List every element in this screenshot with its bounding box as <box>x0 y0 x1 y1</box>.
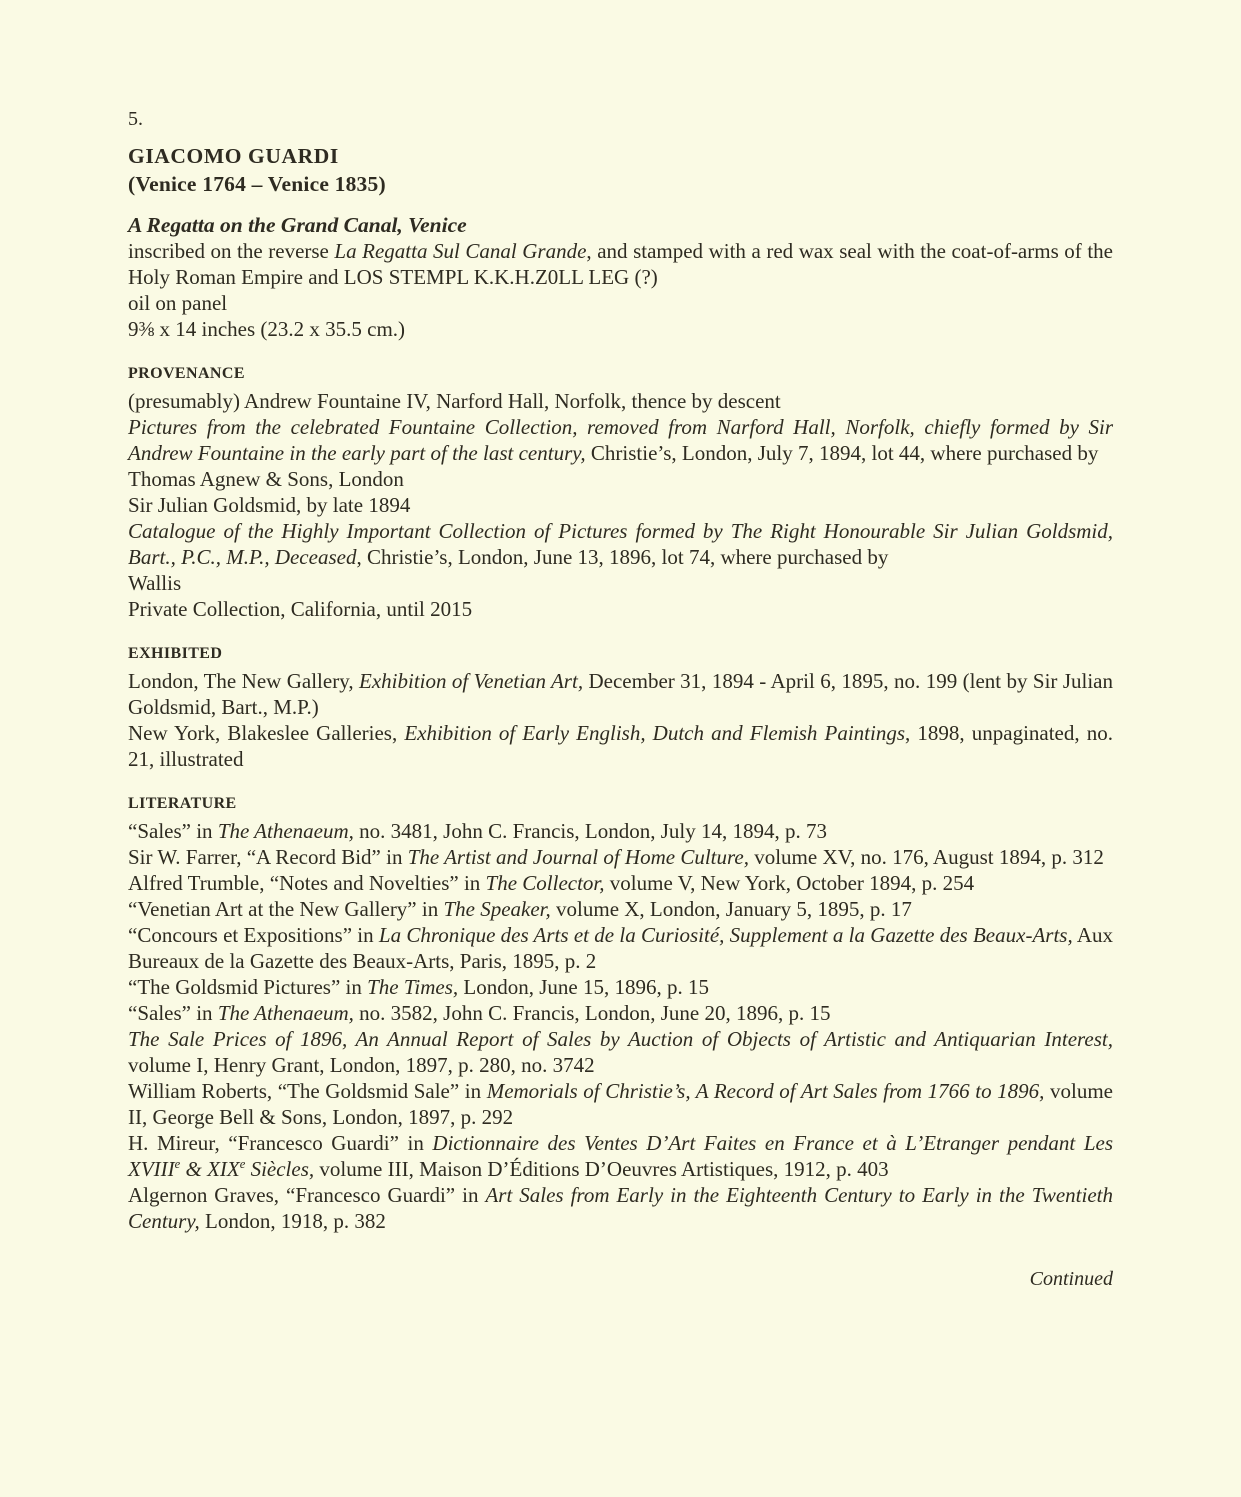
section-entries <box>128 668 1113 772</box>
catalog-sections <box>128 362 1113 1234</box>
catalog-section <box>128 362 1113 622</box>
section-heading: LITERATURE <box>128 795 237 812</box>
section-entry: “The Goldsmid Pictures” in The Times, London, June 15, 1896, p. 15 <box>128 975 709 999</box>
dimensions: 9⅜ x 14 inches (23.2 x 35.5 cm.) <box>128 317 406 341</box>
section-entry: Private Collection, California, until 2015 <box>128 597 473 621</box>
section-entry: The Sale Prices of 1896, An Annual Report of Sales by Auction of Objects of Artistic and Antiquarian Interest, volume I, Henry Grant, London, 1897, p. 280, no. 3742 <box>128 1027 1113 1077</box>
section-entry: William Roberts, “The Goldsmid Sale” in Memorials of Christie’s, A Record of Art Sales from 1766 to 1896, volume II, George Bell & Sons, London, 1897, p. 292 <box>128 1079 1113 1129</box>
section-entry: Alfred Trumble, “Notes and Novelties” in The Collector, volume V, New York, October 1894, p. 254 <box>128 871 975 895</box>
continued-note: Continued <box>1029 1268 1113 1290</box>
section-entry: Catalogue of the Highly Important Collection of Pictures formed by The Right Honourable Sir Julian Goldsmid, Bart., P.C., M.P., Deceased, Christie’s, London, June 13, 1896, lot 74, where purchased by <box>128 519 1113 569</box>
section-entry: London, The New Gallery, Exhibition of Venetian Art, December 31, 1894 - April 6, 1895, no. 199 (lent by Sir Julian Goldsmid, Bart., M.P.) <box>128 669 1114 719</box>
section-entry: “Sales” in The Athenaeum, no. 3481, John C. Francis, London, July 14, 1894, p. 73 <box>128 819 827 843</box>
catalog-section <box>128 792 1113 1234</box>
inscription-text: inscribed on the reverse La Regatta Sul Canal Grande, and stamped with a red wax seal with the coat-of-arms of the Holy Roman Empire and LOS STEMPL K.K.H.Z0LL LEG (?) <box>128 239 1113 289</box>
section-entry: Sir W. Farrer, “A Record Bid” in The Artist and Journal of Home Culture, volume XV, no. 176, August 1894, p. 312 <box>128 845 1104 869</box>
artist-dates: (Venice 1764 – Venice 1835) <box>128 172 386 196</box>
lot-number: 5. <box>128 108 143 130</box>
section-heading: PROVENANCE <box>128 365 245 382</box>
section-heading: EXHIBITED <box>128 645 223 662</box>
section-entry: Algernon Graves, “Francesco Guardi” in Art Sales from Early in the Eighteenth Century to Early in the Twentieth Century, London, 1918, p. 382 <box>128 1183 1113 1233</box>
section-entry: Wallis <box>128 571 182 595</box>
artwork-title: A Regatta on the Grand Canal, Venice <box>128 213 467 237</box>
section-entry: New York, Blakeslee Galleries, Exhibition of Early English, Dutch and Flemish Paintings, 1898, unpaginated, no. 21, illustrated <box>128 721 1113 771</box>
medium: oil on panel <box>128 291 228 315</box>
section-entry: H. Mireur, “Francesco Guardi” in Dictionnaire des Ventes D’Art Faites en France et à L’Etranger pendant Les XVIIIe & XIXe Siècles, volume III, Maison D’Éditions D’Oeuvres Artistiques, 1912, p. 403 <box>128 1131 1113 1181</box>
section-entry: “Venetian Art at the New Gallery” in The Speaker, volume X, London, January 5, 1895, p. 17 <box>128 897 912 921</box>
catalog-section <box>128 642 1113 772</box>
artist-name: GIACOMO GUARDI <box>128 144 339 168</box>
section-entry: “Concours et Expositions” in La Chronique des Arts et de la Curiosité, Supplement a la Gazette des Beaux-Arts, Aux Bureaux de la Gazette des Beaux-Arts, Paris, 1895, p. 2 <box>128 923 1113 973</box>
section-entry: “Sales” in The Athenaeum, no. 3582, John C. Francis, London, June 20, 1896, p. 15 <box>128 1001 831 1025</box>
section-entry: (presumably) Andrew Fountaine IV, Narford Hall, Norfolk, thence by descent <box>128 389 781 413</box>
section-entries <box>128 818 1113 1234</box>
section-entries <box>128 388 1113 622</box>
section-entry: Thomas Agnew & Sons, London <box>128 467 404 491</box>
artist-header <box>128 142 1113 198</box>
section-entry: Pictures from the celebrated Fountaine Collection, removed from Narford Hall, Norfolk, chiefly formed by Sir Andrew Fountaine in the early part of the last century, Christie’s, London, July 7, 1894, lot 44, where purchased by <box>128 415 1113 465</box>
section-entry: Sir Julian Goldsmid, by late 1894 <box>128 493 411 517</box>
